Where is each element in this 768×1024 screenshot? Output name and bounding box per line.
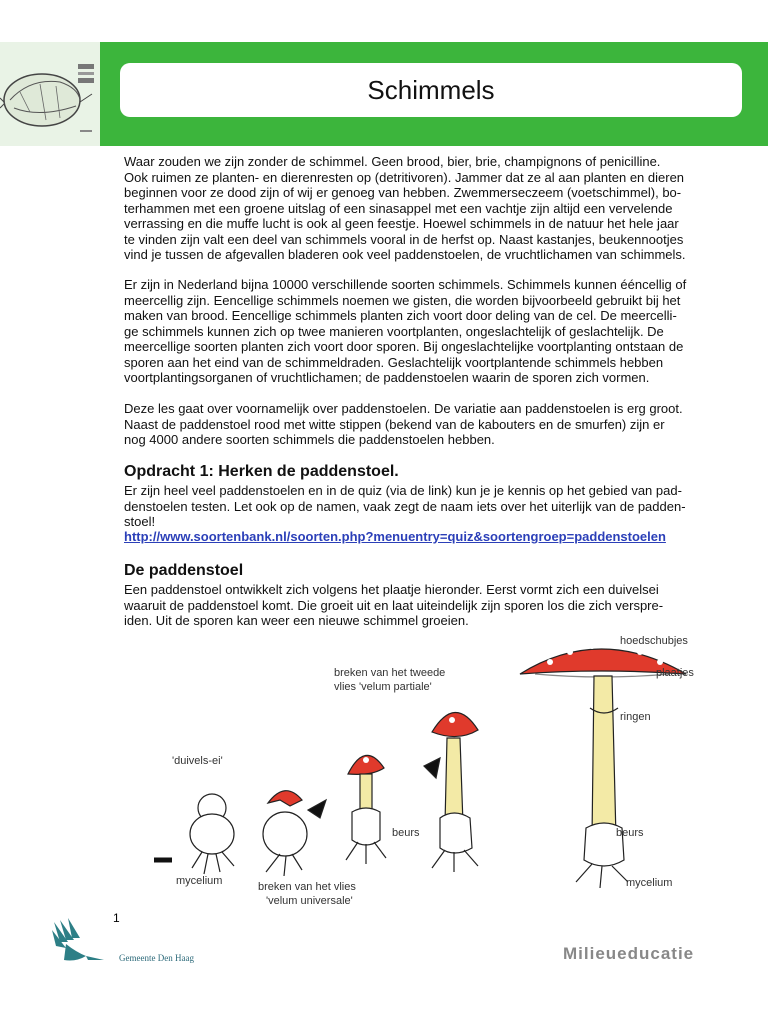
text-line: terhammen met een groene uitslag of een sinasappel met een vachtje zijn altijd een vervelende — [124, 200, 673, 216]
text-line: Er zijn in Nederland bijna 10000 verschillende soorten schimmels. Schimmels kunnen ééncellig of — [124, 277, 687, 292]
text-line: ge schimmels kunnen zich op twee manieren voortplanten, ongeslachtelijk of geslachtelijk. De — [124, 323, 664, 339]
header-banner — [0, 42, 768, 146]
label-mycelium-right: mycelium — [626, 877, 673, 889]
text-line: meercellig zijn. Eencellige schimmels noemen we gisten, die worden bijvoorbeeld gebruikt bij het — [124, 292, 681, 308]
text-line: verrassing en die muffe lucht is ook al geen feestje. Hoewel schimmels in de natuur het hele jaar — [124, 216, 679, 231]
text-line: iden. Uit de sporen kan weer een nieuwe schimmel groeien. — [124, 613, 469, 628]
intro-paragraph — [124, 154, 744, 263]
footer-organization: Gemeente Den Haag — [119, 953, 194, 963]
label-velum-partiale-1: breken van het tweede — [334, 667, 446, 679]
label-plaatjes: plaatjes — [656, 667, 694, 679]
mature-mushroom-stage — [520, 649, 686, 888]
label-mycelium-left: mycelium — [176, 875, 223, 887]
stork-logo-icon — [46, 916, 110, 972]
text-line: Waar zouden we zijn zonder de schimmel. Geen brood, bier, brie, champignons of penicilline. — [124, 154, 661, 169]
text-line: vind je tussen de afgevallen bladeren ook veel paddenstoelen, de vruchtlichamen van schimmels. — [124, 247, 686, 262]
text-line: Een paddenstoel ontwikkelt zich volgens het plaatje hieronder. Eerst vormt zich een duivelsei — [124, 582, 659, 597]
title-box — [120, 63, 742, 117]
label-velum-universale-2: 'velum universale' — [266, 895, 353, 907]
assignment-paragraph — [124, 483, 744, 530]
text-line: denstoelen testen. Let ook op de namen, vaak zegt de naam iets over het uiterlijk van de padden- — [124, 498, 686, 514]
text-line: beginnen voor ze dood zijn of wij er genoeg van hebben. Zwemmerseczeem (voetschimmel), bo- — [124, 185, 682, 200]
text-line: Ook ruimen ze planten- en dierenresten op (detritivoren). Jammer dat ze al aan planten en dieren — [124, 169, 685, 185]
label-devil-egg: 'duivels-ei' — [172, 755, 223, 767]
young-mushroom-stage — [346, 755, 386, 864]
section-paragraph — [124, 582, 744, 629]
label-velum-partiale-2: vlies 'velum partiale' — [334, 681, 432, 693]
text-line: stoel! — [124, 514, 156, 529]
small-cap — [268, 791, 302, 806]
header-logo — [0, 42, 100, 146]
assignment-heading: Opdracht 1: Herken de paddenstoel. — [124, 463, 399, 480]
mushroom-lifecycle-figure — [140, 628, 710, 910]
section-heading: De paddenstoel — [124, 562, 244, 579]
species-paragraph — [124, 277, 744, 386]
text-line: Naast de paddenstoel rood met witte stippen (bekend van de kabouters en de smurfen) zijn er — [124, 416, 665, 432]
text-line: Deze les gaat over voornamelijk over paddenstoelen. De variatie aan paddenstoelen is erg groot. — [124, 401, 683, 416]
text-line: sporen aan het eind van de schimmeldraden. Geslachtelijk voortplantende schimmels hebben — [124, 354, 664, 370]
growing-mushroom-stage — [424, 712, 478, 872]
beetle-logo-icon — [0, 42, 100, 146]
lesson-paragraph — [124, 401, 744, 448]
label-hoedschubjes: hoedschubjes — [620, 635, 688, 647]
label-beurs-right: beurs — [616, 827, 644, 839]
page-title: Schimmels — [367, 74, 495, 105]
page-number: 1 — [113, 911, 120, 925]
text-line: nog 4000 andere soorten schimmels die paddenstoelen hebben. — [124, 432, 495, 447]
text-line: waaruit de paddenstoel komt. Die groeit uit en laat uiteindelijk zijn sporen los die zich verspre- — [124, 597, 664, 613]
text-line: te vinden zijn valt een deel van schimmels vooral in de herfst op. Naast kastanjes, beukennootjes — [124, 231, 684, 247]
text-line: maken van brood. Eencellige schimmels planten zich voort door deling van de cel. De meercelli- — [124, 308, 677, 323]
label-ringen: ringen — [620, 711, 651, 723]
text-line: voortplantingsorganen of vruchtlichamen; de paddenstoelen waarin de sporen zich vormen. — [124, 370, 650, 385]
label-beurs-left: beurs — [392, 827, 420, 839]
footer-brand: Milieueducatie — [563, 944, 695, 963]
devil-egg-stage — [190, 794, 234, 874]
text-line: meercellige soorten planten zich voort door sporen. Bij ongeslachtelijke voortplanting ontstaan de — [124, 339, 684, 354]
egg-breaking-stage — [263, 791, 326, 876]
quiz-link[interactable]: http://www.soortenbank.nl/soorten.php?menuentry=quiz&soortengroep=paddenstoelen — [124, 529, 666, 544]
label-velum-universale-1: breken van het vlies — [258, 881, 356, 893]
text-line: Er zijn heel veel paddenstoelen en in de quiz (via de link) kun je je kennis op het gebied van pad- — [124, 483, 682, 498]
